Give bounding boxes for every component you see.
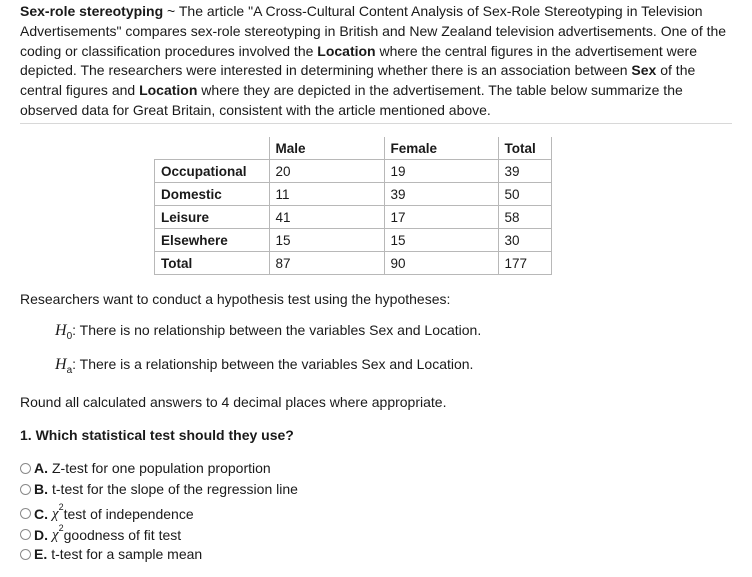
radio-b[interactable] <box>20 484 31 495</box>
divider <box>20 123 732 124</box>
option-a[interactable] <box>20 460 271 476</box>
option-c[interactable] <box>20 504 194 523</box>
researchers-text: Researchers want to conduct a hypothesis test using the hypotheses: <box>20 291 451 307</box>
chi-superscript: 2 <box>58 523 64 533</box>
option-c-chi <box>52 504 64 523</box>
null-hypothesis <box>55 322 481 342</box>
cell-total: 39 <box>498 160 551 183</box>
cell-female: 15 <box>384 229 498 252</box>
option-b-text: t-test for the slope of the regression line <box>52 481 298 497</box>
table-row <box>155 229 552 252</box>
alt-hypothesis <box>55 356 473 376</box>
radio-c[interactable] <box>20 508 31 519</box>
option-d-chi <box>52 525 64 544</box>
option-b[interactable] <box>20 481 298 497</box>
cell-male: 20 <box>269 160 384 183</box>
cell-female: 19 <box>384 160 498 183</box>
option-e-text: t-test for a sample mean <box>51 546 203 562</box>
cell-male: 15 <box>269 229 384 252</box>
option-b-letter: B. <box>34 481 48 497</box>
table-header-row <box>155 137 552 160</box>
header-total: Total <box>498 137 551 160</box>
option-d-text: goodness of fit test <box>63 526 182 543</box>
table-row <box>155 160 552 183</box>
ha-subscript: a <box>66 364 73 376</box>
cell-male: 11 <box>269 183 384 206</box>
cell-total: 177 <box>498 252 551 275</box>
chi-symbol: χ <box>52 527 59 543</box>
cell-total: 50 <box>498 183 551 206</box>
row-label: Total <box>155 252 270 275</box>
row-label: Occupational <box>155 160 270 183</box>
cell-male: 41 <box>269 206 384 229</box>
option-d-letter: D. <box>34 526 48 543</box>
intro-bold-location: Location <box>317 42 376 59</box>
cell-total: 58 <box>498 206 551 229</box>
radio-a[interactable] <box>20 463 31 474</box>
row-label: Elsewhere <box>155 229 270 252</box>
option-c-letter: C. <box>34 505 48 522</box>
intro-bold-sex: Sex <box>631 62 657 79</box>
cell-female: 17 <box>384 206 498 229</box>
option-e[interactable] <box>20 546 202 562</box>
cell-total: 30 <box>498 229 551 252</box>
h0-symbol: H <box>55 322 67 339</box>
cell-male: 87 <box>269 252 384 275</box>
h0-subscript: 0 <box>66 330 73 342</box>
intro-text-4: where they are depicted in the advertisement. The table below summarize the observed data for Great Britain, consistent with the article mentioned above. <box>20 82 683 118</box>
table-row <box>155 252 552 275</box>
round-instruction: Round all calculated answers to 4 decimal places where appropriate. <box>20 394 447 410</box>
intro-text-2: where the central figures in the advertisement were depicted. The researchers were interested in determining whether there is an association between <box>20 42 698 79</box>
h0-text: : There is no relationship between the variables Sex and Location. <box>72 322 482 338</box>
option-d[interactable] <box>20 525 181 544</box>
option-c-text: test of independence <box>63 505 194 522</box>
contingency-table <box>154 137 552 275</box>
radio-d[interactable] <box>20 529 31 540</box>
intro-text-3: of the central figures and <box>20 62 696 99</box>
problem-intro <box>20 2 740 121</box>
question-text: 1. Which statistical test should they use? <box>20 427 294 443</box>
chi-superscript: 2 <box>58 502 64 512</box>
option-a-text: Z-test for one population proportion <box>52 460 271 476</box>
ha-symbol: H <box>55 356 67 373</box>
intro-text-1: The article "A Cross-Cultural Content Analysis of Sex-Role Stereotyping in Television Advertisements" compares sex-role stereotyping in British and New Zealand television advertisements. One of the coding or classification procedures involved the <box>20 3 727 59</box>
intro-bold-location-2: Location <box>139 82 198 99</box>
table-row <box>155 206 552 229</box>
cell-female: 90 <box>384 252 498 275</box>
radio-e[interactable] <box>20 549 31 560</box>
chi-symbol: χ <box>52 506 59 522</box>
ha-text: : There is a relationship between the variables Sex and Location. <box>72 356 474 372</box>
header-female: Female <box>384 137 498 160</box>
row-label: Leisure <box>155 206 270 229</box>
cell-female: 39 <box>384 183 498 206</box>
header-male: Male <box>269 137 384 160</box>
row-label: Domestic <box>155 183 270 206</box>
header-empty <box>155 137 270 160</box>
option-a-letter: A. <box>34 460 48 476</box>
title-separator: ~ <box>163 3 179 19</box>
option-e-letter: E. <box>34 546 48 562</box>
problem-title: Sex-role stereotyping <box>20 3 164 19</box>
table-row <box>155 183 552 206</box>
